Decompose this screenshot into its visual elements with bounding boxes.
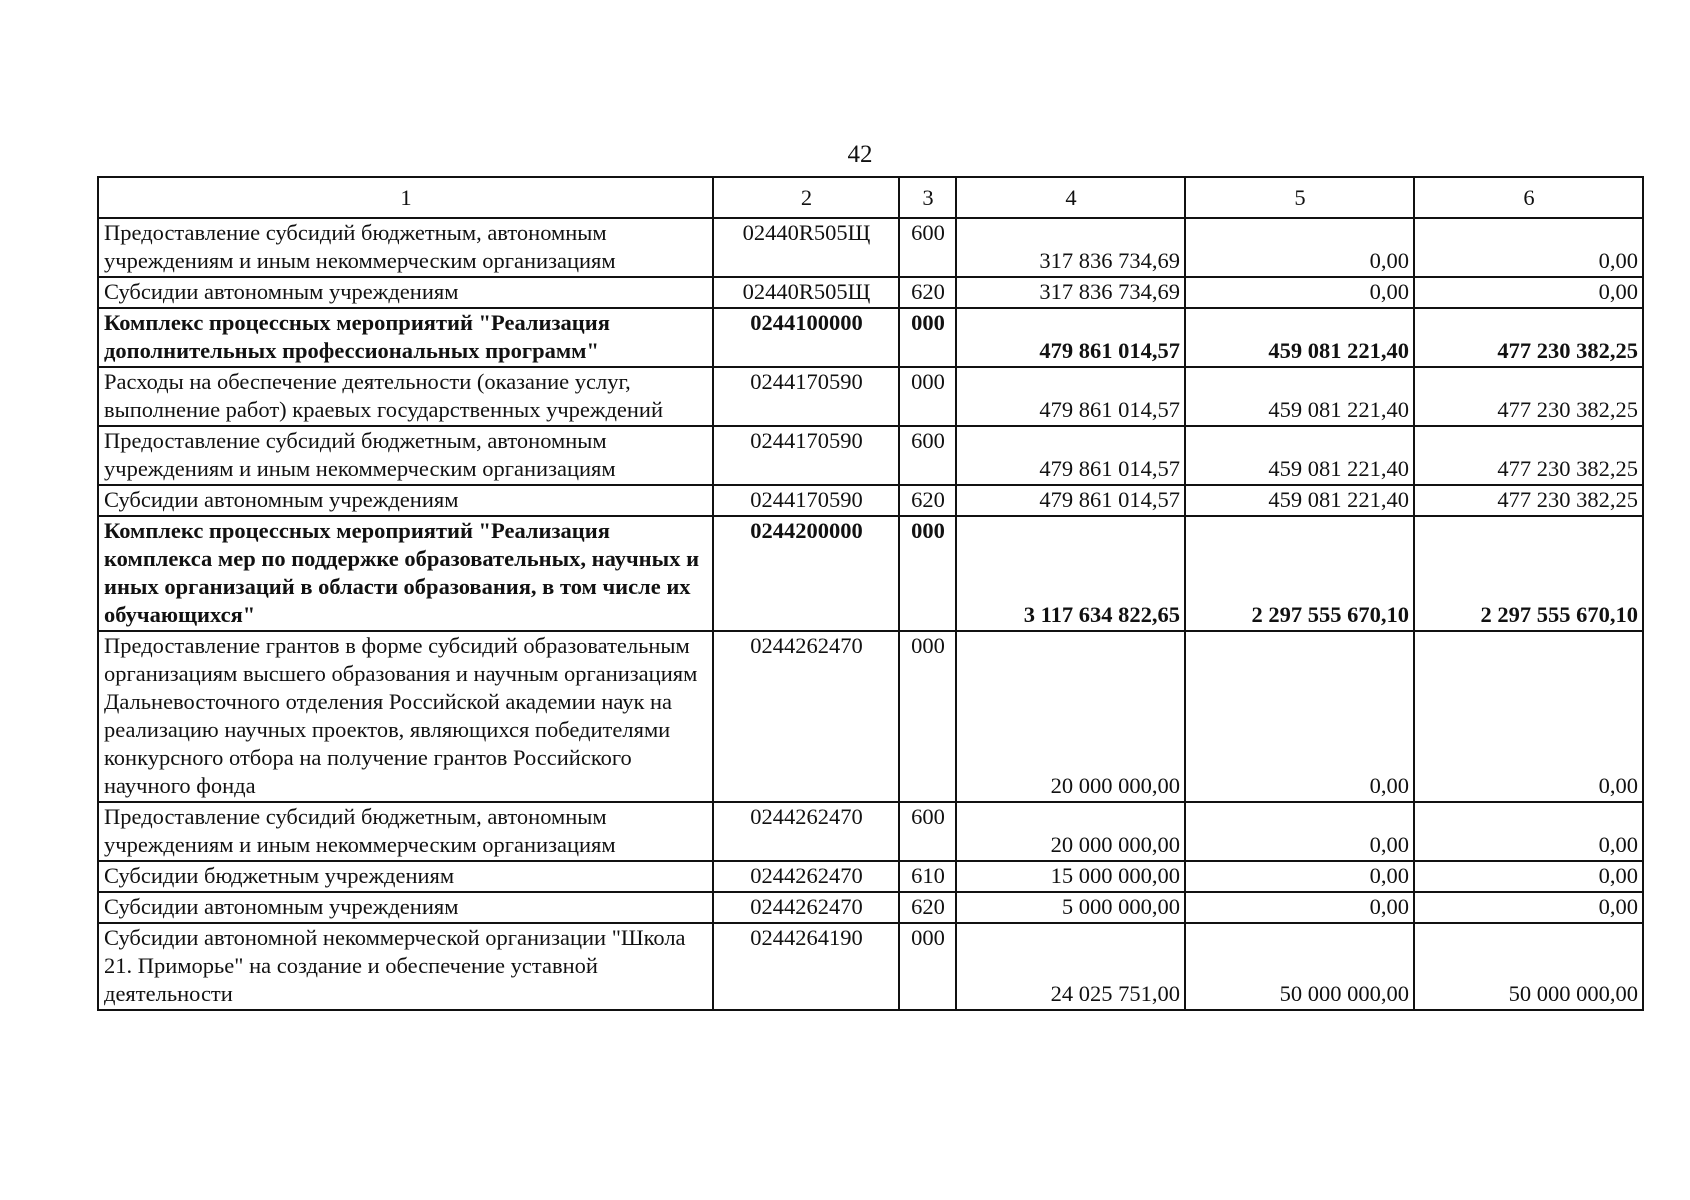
table-row [98, 308, 1643, 367]
amount-col4: 479 861 014,57 [956, 485, 1185, 516]
item-code: 0244262470 [713, 892, 899, 923]
expense-type: 000 [899, 516, 956, 631]
amount-col5: 50 000 000,00 [1185, 923, 1414, 1010]
amount-col6: 477 230 382,25 [1414, 426, 1643, 485]
amount-col6: 477 230 382,25 [1414, 308, 1643, 367]
column-header: 4 [956, 177, 1185, 218]
amount-col5: 459 081 221,40 [1185, 308, 1414, 367]
expense-type: 600 [899, 218, 956, 277]
item-name: Предоставление субсидий бюджетным, автономным учреждениям и иным некоммерческим организациям [98, 802, 713, 861]
item-code: 0244170590 [713, 485, 899, 516]
expense-type: 600 [899, 802, 956, 861]
item-name: Субсидии автономной некоммерческой организации "Школа 21. Приморье" на создание и обеспечение уставной деятельности [98, 923, 713, 1010]
item-name: Предоставление грантов в форме субсидий образовательным организациям высшего образования и научным организациям Дальневосточного отделения Российской академии наук на реализацию научных проектов, являющихся победителями конкурсного отбора на получение грантов Российского научного фонда [98, 631, 713, 802]
table-row [98, 218, 1643, 277]
amount-col5: 0,00 [1185, 892, 1414, 923]
item-code: 0244264190 [713, 923, 899, 1010]
expense-type: 620 [899, 892, 956, 923]
amount-col4: 20 000 000,00 [956, 631, 1185, 802]
column-header: 2 [713, 177, 899, 218]
column-header: 5 [1185, 177, 1414, 218]
item-code: 0244170590 [713, 426, 899, 485]
item-code: 0244262470 [713, 861, 899, 892]
amount-col5: 459 081 221,40 [1185, 426, 1414, 485]
amount-col6: 0,00 [1414, 892, 1643, 923]
amount-col5: 459 081 221,40 [1185, 485, 1414, 516]
amount-col4: 5 000 000,00 [956, 892, 1185, 923]
expense-type: 620 [899, 277, 956, 308]
table-row [98, 802, 1643, 861]
table-row [98, 516, 1643, 631]
amount-col4: 317 836 734,69 [956, 277, 1185, 308]
item-code: 02440R505Щ [713, 218, 899, 277]
item-name: Комплекс процессных мероприятий "Реализация дополнительных профессиональных программ" [98, 308, 713, 367]
item-name: Комплекс процессных мероприятий "Реализация комплекса мер по поддержке образовательных, научных и иных организаций в области образования, в том числе их обучающихся" [98, 516, 713, 631]
amount-col5: 0,00 [1185, 218, 1414, 277]
table-row [98, 861, 1643, 892]
amount-col4: 479 861 014,57 [956, 308, 1185, 367]
amount-col6: 477 230 382,25 [1414, 485, 1643, 516]
item-name: Субсидии бюджетным учреждениям [98, 861, 713, 892]
amount-col5: 0,00 [1185, 861, 1414, 892]
expense-type: 600 [899, 426, 956, 485]
page-number: 42 [847, 141, 873, 168]
item-code: 0244200000 [713, 516, 899, 631]
expense-type: 000 [899, 923, 956, 1010]
item-code: 0244170590 [713, 367, 899, 426]
expense-type: 000 [899, 308, 956, 367]
item-code: 0244100000 [713, 308, 899, 367]
expense-type: 000 [899, 367, 956, 426]
amount-col4: 24 025 751,00 [956, 923, 1185, 1010]
expense-type: 620 [899, 485, 956, 516]
table-row [98, 923, 1643, 1010]
table-row [98, 277, 1643, 308]
item-name: Предоставление субсидий бюджетным, автономным учреждениям и иным некоммерческим организациям [98, 218, 713, 277]
item-name: Субсидии автономным учреждениям [98, 485, 713, 516]
table-row [98, 631, 1643, 802]
item-code: 0244262470 [713, 802, 899, 861]
expense-type: 000 [899, 631, 956, 802]
column-header: 3 [899, 177, 956, 218]
amount-col4: 479 861 014,57 [956, 426, 1185, 485]
item-name: Расходы на обеспечение деятельности (оказание услуг, выполнение работ) краевых государственных учреждений [98, 367, 713, 426]
item-code: 02440R505Щ [713, 277, 899, 308]
amount-col6: 50 000 000,00 [1414, 923, 1643, 1010]
item-name: Субсидии автономным учреждениям [98, 892, 713, 923]
table-row [98, 426, 1643, 485]
amount-col4: 317 836 734,69 [956, 218, 1185, 277]
item-code: 0244262470 [713, 631, 899, 802]
item-name: Субсидии автономным учреждениям [98, 277, 713, 308]
amount-col5: 0,00 [1185, 802, 1414, 861]
amount-col5: 2 297 555 670,10 [1185, 516, 1414, 631]
expense-type: 610 [899, 861, 956, 892]
amount-col5: 0,00 [1185, 631, 1414, 802]
item-name: Предоставление субсидий бюджетным, автономным учреждениям и иным некоммерческим организациям [98, 426, 713, 485]
column-header: 6 [1414, 177, 1643, 218]
amount-col6: 0,00 [1414, 861, 1643, 892]
table-row [98, 367, 1643, 426]
amount-col5: 0,00 [1185, 277, 1414, 308]
table-row [98, 892, 1643, 923]
amount-col4: 20 000 000,00 [956, 802, 1185, 861]
amount-col6: 0,00 [1414, 218, 1643, 277]
amount-col4: 3 117 634 822,65 [956, 516, 1185, 631]
amount-col4: 15 000 000,00 [956, 861, 1185, 892]
amount-col6: 0,00 [1414, 277, 1643, 308]
table-row [98, 485, 1643, 516]
table-header-row [98, 177, 1643, 218]
amount-col6: 2 297 555 670,10 [1414, 516, 1643, 631]
amount-col6: 477 230 382,25 [1414, 367, 1643, 426]
amount-col4: 479 861 014,57 [956, 367, 1185, 426]
amount-col6: 0,00 [1414, 802, 1643, 861]
amount-col6: 0,00 [1414, 631, 1643, 802]
column-header: 1 [98, 177, 713, 218]
budget-table [97, 176, 1644, 1011]
amount-col5: 459 081 221,40 [1185, 367, 1414, 426]
